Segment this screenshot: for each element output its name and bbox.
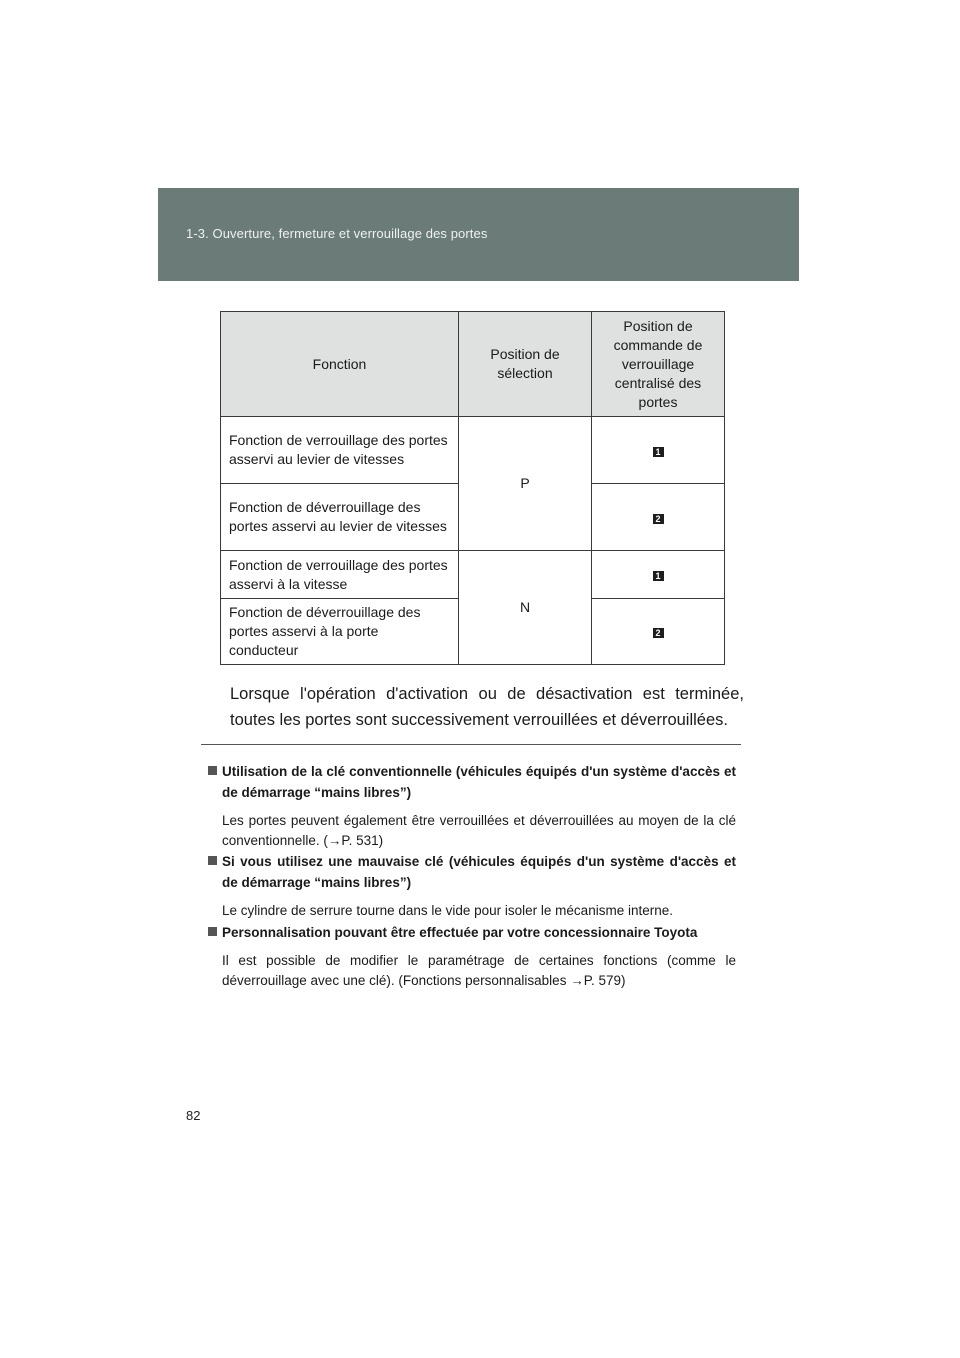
header-selection-position: Position de sélection <box>459 312 592 417</box>
row-command <box>592 417 725 484</box>
section-title: 1-3. Ouverture, fermeture et verrouillage des portes <box>186 226 488 241</box>
bullet-square-icon <box>208 856 217 865</box>
number-2-badge: 2 <box>653 514 664 524</box>
header-function: Fonction <box>221 312 459 417</box>
note-body: Le cylindre de serrure tourne dans le vide pour isoler le mécanisme interne. <box>222 903 673 918</box>
bullet-square-icon <box>208 766 217 775</box>
row-selection: N <box>459 551 592 665</box>
section-divider <box>201 744 741 745</box>
table-row <box>221 417 725 484</box>
row-function: Fonction de déverrouillage des portes asservi au levier de vitesses <box>221 484 459 551</box>
row-function: Fonction de verrouillage des portes asservi à la vitesse <box>221 551 459 599</box>
bullet-square-icon <box>208 927 217 936</box>
note-title: Si vous utilisez une mauvaise clé (véhicules équipés d'un système d'accès et de démarrage “mains libres”) <box>208 851 736 893</box>
number-1-badge: 1 <box>653 571 664 581</box>
note-body: Il est possible de modifier le paramétrage de certaines fonctions (comme le déverrouillage avec une clé). (Fonctions personnalisables →P. 579) <box>222 953 736 988</box>
row-command <box>592 599 725 665</box>
note-customization <box>208 922 736 991</box>
row-command <box>592 551 725 599</box>
row-selection: P <box>459 417 592 551</box>
header-command-position: Position de commande de verrouillage centralisé des portes <box>592 312 725 417</box>
completion-paragraph: Lorsque l'opération d'activation ou de désactivation est terminée, toutes les portes sont successivement verrouillées et déverrouillées. <box>230 685 744 729</box>
note-title: Personnalisation pouvant être effectuée par votre concessionnaire Toyota <box>208 922 736 943</box>
note-title: Utilisation de la clé conventionnelle (véhicules équipés d'un système d'accès et de démarrage “mains libres”) <box>208 761 736 803</box>
row-function: Fonction de déverrouillage des portes asservi à la porte conducteur <box>221 599 459 665</box>
functions-table <box>220 311 725 665</box>
table-header-row <box>221 312 725 417</box>
section-header <box>158 188 799 281</box>
page-number: 82 <box>186 1108 201 1123</box>
note-body: Les portes peuvent également être verrouillées et déverrouillées au moyen de la clé conventionnelle. (→P. 531) <box>222 813 736 848</box>
number-2-badge: 2 <box>653 628 664 638</box>
row-command <box>592 484 725 551</box>
number-1-badge: 1 <box>653 447 664 457</box>
note-conventional-key <box>208 761 736 851</box>
table-row <box>221 551 725 599</box>
row-function: Fonction de verrouillage des portes asservi au levier de vitesses <box>221 417 459 484</box>
note-wrong-key <box>208 851 736 921</box>
